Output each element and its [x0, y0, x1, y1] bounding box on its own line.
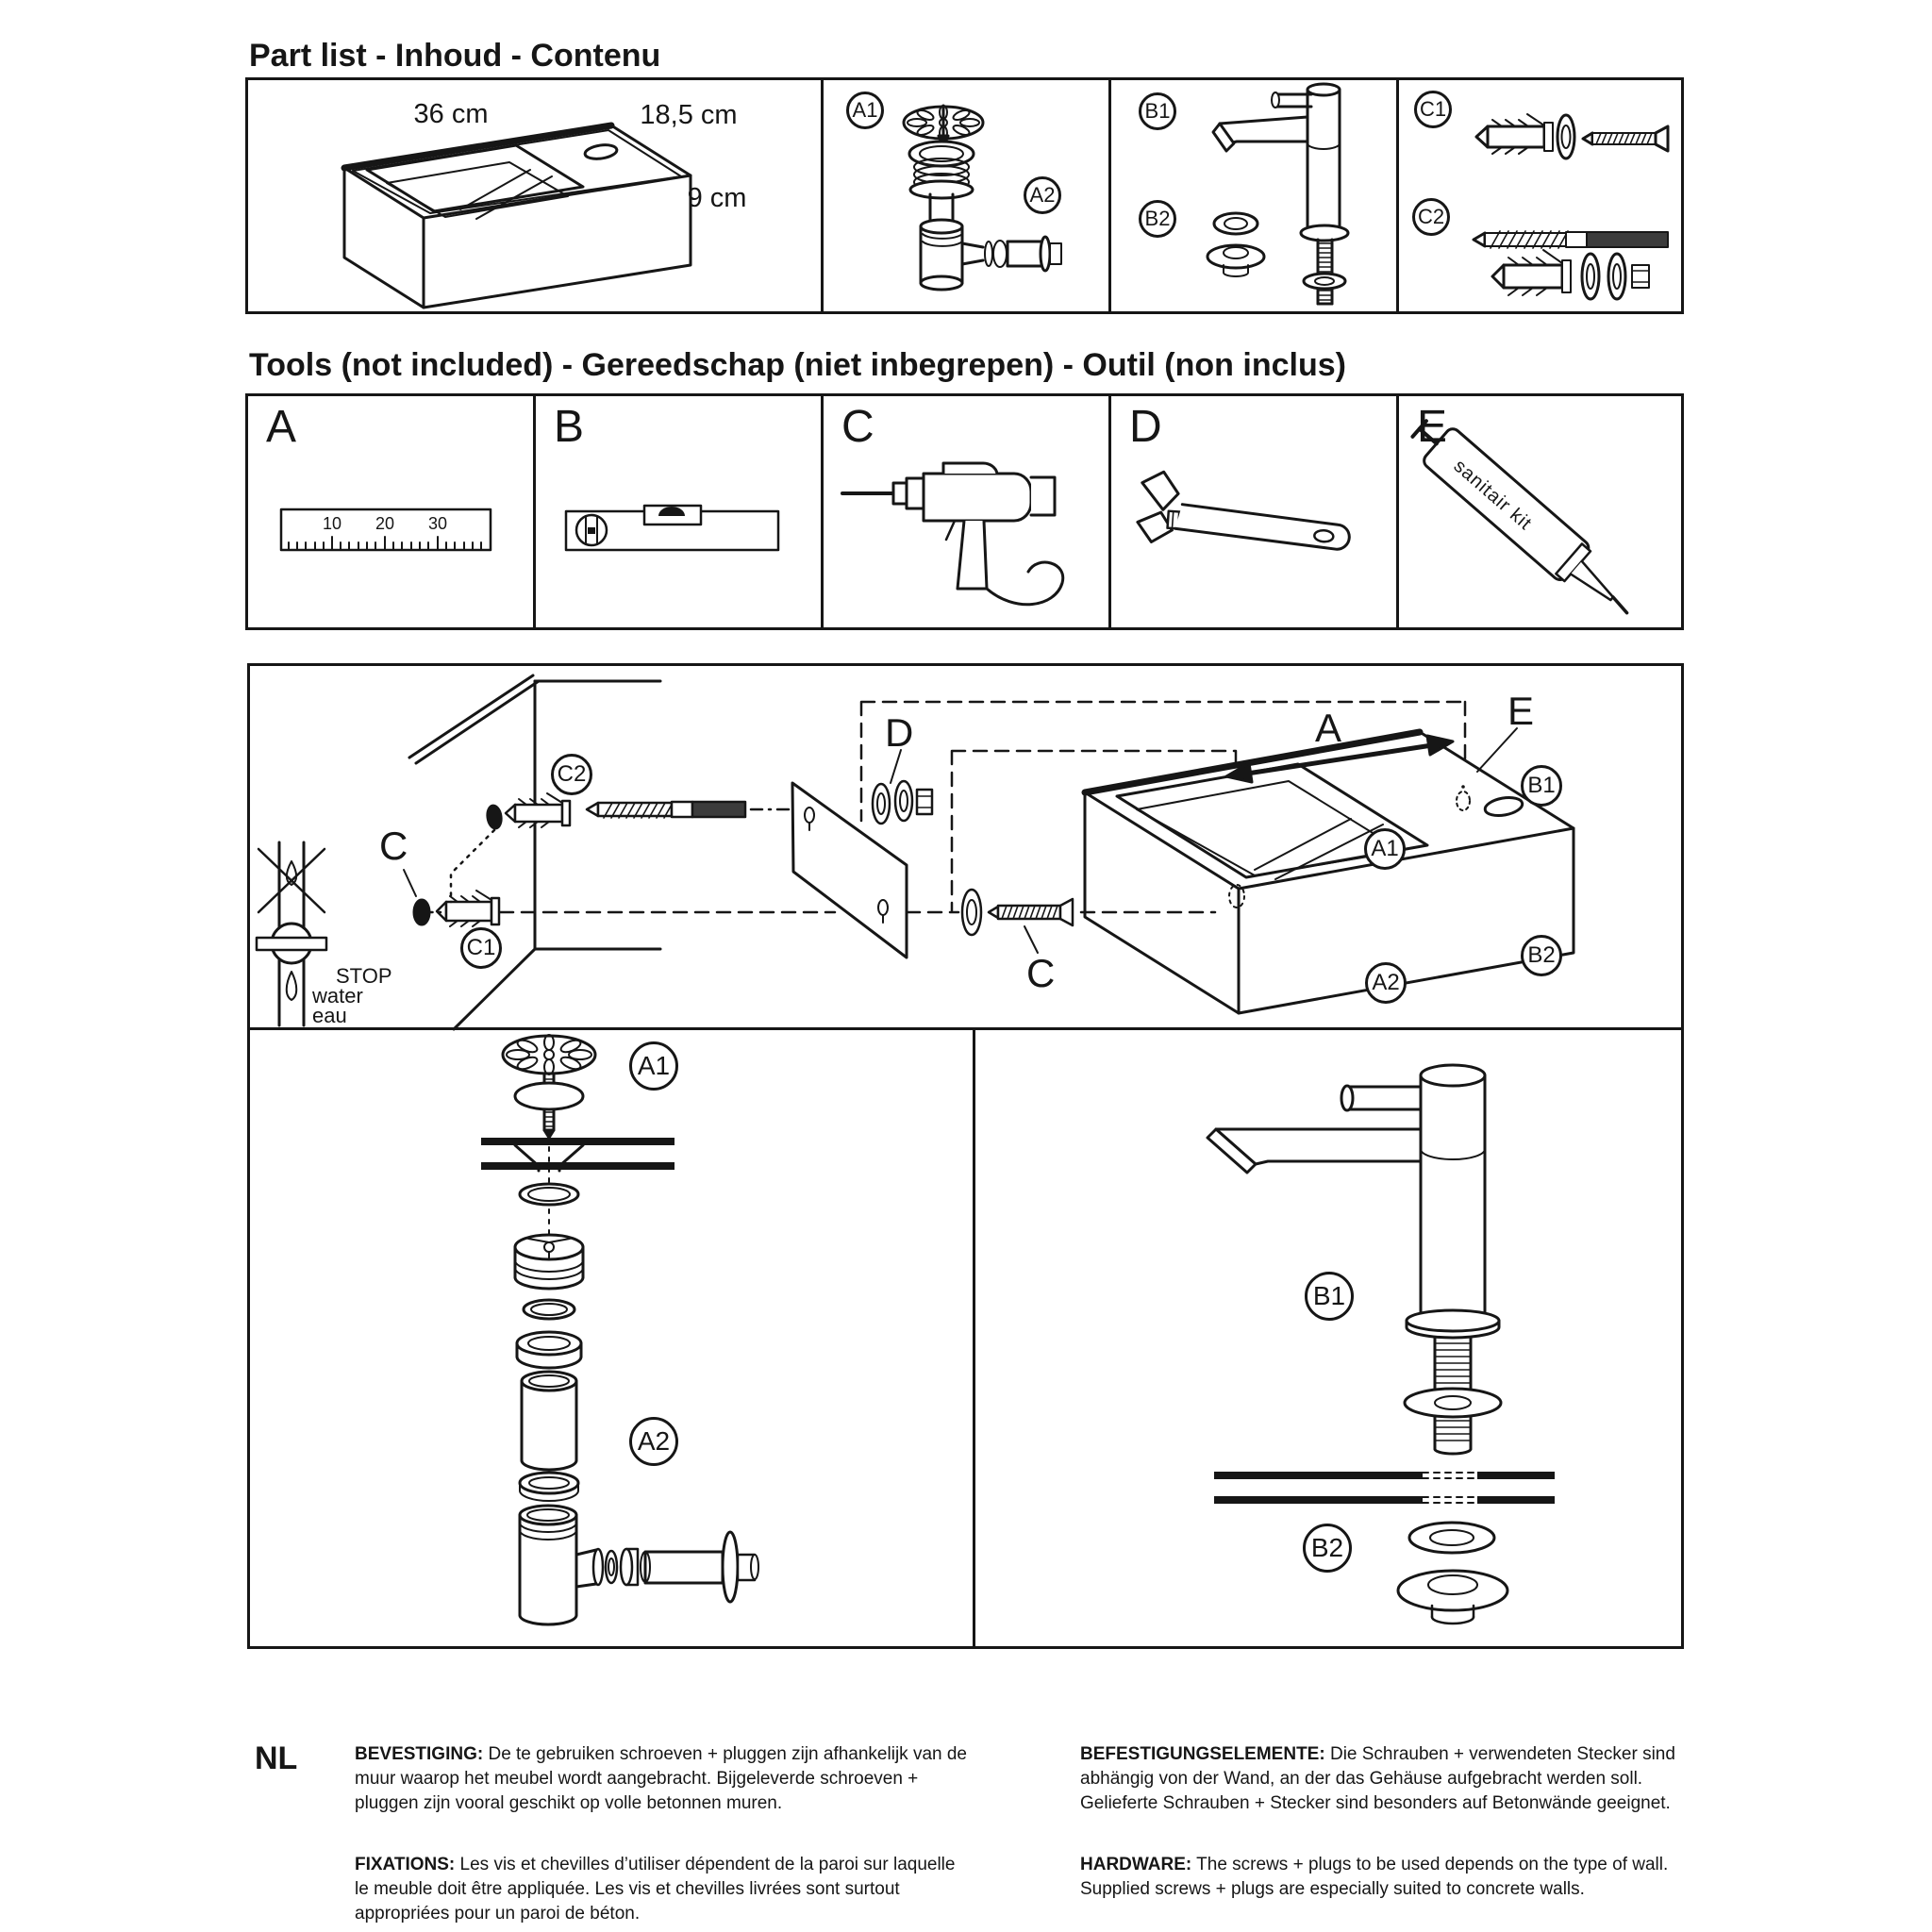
- water-label: water: [312, 984, 363, 1008]
- install-letter-c-wall: C: [379, 824, 408, 868]
- wall-plugs-drawing: [404, 793, 570, 926]
- stop-label: STOP: [336, 964, 392, 988]
- ruler-mark-30: 30: [427, 514, 448, 533]
- footer-de-heading: BEFESTIGUNGSELEMENTE:: [1080, 1744, 1325, 1764]
- detail-label-b1: B1: [1305, 1272, 1354, 1321]
- language-code: NL: [255, 1740, 298, 1776]
- install-letter-e: E: [1507, 689, 1535, 733]
- footer-fr-heading: FIXATIONS:: [355, 1855, 456, 1874]
- part-list-title: Part list - Inhoud - Contenu: [249, 38, 661, 74]
- footer-nl-body: De te gebruiken schroeven + pluggen zijn afhankelijk van de muur waarop het meubel wordt aangebracht. Bijgeleverde schroeven + pluggen zijn vooral geschikt op volle betonnen muren.: [355, 1744, 967, 1813]
- tool-letter-c: C: [841, 402, 874, 452]
- install-letter-d: D: [885, 710, 914, 755]
- eau-label: eau: [312, 1004, 347, 1027]
- install-letter-a: A: [1315, 706, 1342, 750]
- hardware-parts-drawing: [1474, 114, 1668, 299]
- part-label-a1: A1: [846, 92, 884, 129]
- install-letter-c-screw: C: [1026, 951, 1056, 995]
- faucet-detail-drawing: [1208, 1065, 1555, 1624]
- part-label-a2: A2: [1024, 176, 1061, 214]
- sink-width-label: 36 cm: [413, 99, 489, 129]
- install-label-a1: A1: [1364, 828, 1406, 870]
- footer-en-body: The screws + plugs to be used depends on the type of wall. Supplied screws + plugs are especially suited to concrete walls.: [1080, 1855, 1669, 1899]
- footer-text-de: [1080, 1742, 1693, 1816]
- wrench-icon: [1136, 471, 1353, 557]
- hanger-bolt-drawing: [587, 802, 791, 818]
- part-label-c1: C1: [1414, 91, 1452, 128]
- footer-fr-body: Les vis et chevilles d’utiliser dépendent de la paroi sur laquelle le meuble doit être appliquée. Les vis et chevilles livrées sont surtout appropriées pour un paroi de béton.: [355, 1855, 956, 1924]
- part-label-b2: B2: [1139, 200, 1176, 238]
- install-label-c2: C2: [551, 754, 592, 795]
- tools-title: Tools (not included) - Gereedschap (niet inbegrepen) - Outil (non inclus): [249, 347, 1346, 383]
- tool-letter-e: E: [1417, 402, 1448, 452]
- tool-letter-d: D: [1129, 402, 1162, 452]
- ruler-mark-20: 20: [375, 514, 395, 533]
- screw-c-drawing: [962, 890, 1073, 953]
- ruler-mark-10: 10: [322, 514, 342, 533]
- spirit-level-icon: [566, 506, 778, 550]
- sink-drawing: [344, 125, 691, 308]
- drain-detail-drawing: [481, 1035, 758, 1624]
- install-label-b1: B1: [1521, 765, 1562, 807]
- sealant-tube-label: sanitair kit: [1449, 456, 1537, 535]
- tool-letter-b: B: [554, 402, 585, 452]
- part-label-c2: C2: [1412, 198, 1450, 236]
- footer-en-heading: HARDWARE:: [1080, 1855, 1192, 1874]
- tool-letter-a: A: [266, 402, 297, 452]
- detail-label-a2: A2: [629, 1417, 678, 1466]
- install-label-b2: B2: [1521, 935, 1562, 976]
- wall-drawing: [409, 675, 660, 1029]
- footer-text-nl: [355, 1742, 968, 1816]
- sink-height-label: 9 cm: [687, 183, 747, 213]
- sink-depth-label: 18,5 cm: [640, 100, 738, 130]
- detail-label-a1: A1: [629, 1041, 678, 1091]
- footer-text-en: [1080, 1853, 1693, 1902]
- faucet-parts-drawing: [1208, 84, 1348, 304]
- install-label-a2: A2: [1365, 962, 1407, 1004]
- footer-text-fr: [355, 1853, 968, 1926]
- install-label-c1: C1: [460, 927, 502, 969]
- footer-de-body: Die Schrauben + verwendeten Stecker sind abhängig von der Wand, an der das Gehäuse aufgebracht werden soll. Gelieferte Schrauben + Stecker sind besonders auf Betonwände geeignet.: [1080, 1744, 1675, 1813]
- drill-icon: [842, 463, 1063, 605]
- part-label-b1: B1: [1139, 92, 1176, 130]
- detail-label-b2: B2: [1303, 1524, 1352, 1573]
- sink-install-drawing: [1085, 728, 1574, 1013]
- footer-nl-heading: BEVESTIGING:: [355, 1744, 484, 1764]
